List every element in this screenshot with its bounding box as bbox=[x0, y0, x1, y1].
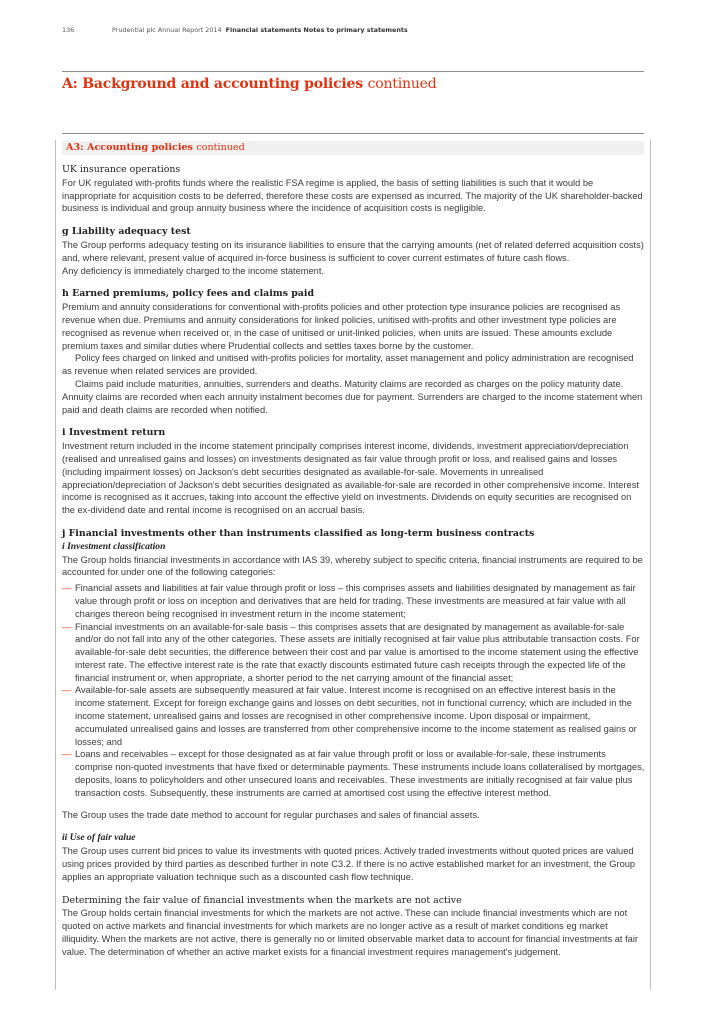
paragraph: Claims paid include maturities, annuities, surrenders and deaths. Maturity claims are recorded as charges on the policy maturity date. Annuity claims are recorded when each annuity instalment becomes due for payment. Surrenders are charged to the income statement when paid and death claims are recorded when notified. bbox=[62, 378, 643, 415]
section-title bbox=[62, 76, 436, 92]
right-margin-line bbox=[650, 140, 651, 990]
h-heading: h Earned premiums, policy fees and claims paid bbox=[62, 288, 314, 300]
j-heading: j Financial investments other than instruments classified as long-term business contracts bbox=[62, 527, 535, 539]
section-divider bbox=[62, 133, 644, 134]
fv-heading: Determining the fair value of financial investments when the markets are not active bbox=[62, 894, 462, 906]
left-margin-line bbox=[55, 140, 56, 990]
paragraph: The Group uses current bid prices to value its investments with quoted prices. Actively traded investments without quoted prices are valued using prices provided by third parties as described further in note C3.2. If there is no active established market for an investment, the Group applies an appropriate valuation technique such as a discounted cash flow technique. bbox=[62, 846, 636, 882]
list-item: — Financial investments on an available-for-sale basis – this comprises assets that are designated by management as available-for-sale and/or do not fall into any of the other categories. These assets are initially recognised at fair value plus attributable transaction costs. For available-for-sale debt securities, the difference between their cost and par value is amortised to the income statement using the effective interest rate. The effective interest rate is the rate that exactly discounts estimated future cash receipts through the expected life of the financial instrument or, when appropriate, a shorter period to the net carrying amount of the financial asset; bbox=[62, 621, 645, 685]
paragraph: Policy fees charged on linked and unitised with-profits policies for mortality, asset management and policy administration are recognised as revenue when related services are provided. bbox=[62, 353, 634, 377]
paragraph: The Group holds financial investments in accordance with IAS 39, whereby subject to specific criteria, financial instruments are required to be accounted for under one of the following categories: bbox=[62, 554, 643, 578]
page-header bbox=[62, 26, 408, 34]
subsection-title-text: A3: Accounting policies bbox=[66, 142, 193, 153]
header-section: Financial statements Notes to primary statements bbox=[225, 26, 408, 34]
paragraph: Premium and annuity considerations for conventional with-profits policies and other protection type insurance policies are recognised as revenue when due. Premiums and annuity considerations for linked policies, unitised with-profits and other investment type policies are recognised as revenue when received or, in the case of unitised or unit-linked policies, when units are issued. These amounts exclude premium taxes and similar duties where Prudential collects and settles taxes borne by the customer. bbox=[62, 302, 621, 351]
paragraph: Any deficiency is immediately charged to the income statement. bbox=[62, 265, 324, 276]
section-title-text: A: Background and accounting policies bbox=[62, 76, 363, 92]
j-i-heading: i Investment classification bbox=[62, 540, 166, 552]
j-ii-heading: ii Use of fair value bbox=[62, 832, 136, 844]
paragraph: Investment return included in the income statement principally comprises interest income, dividends, investment appreciation/depreciation (realised and unrealised gains and losses) on investments designated as fair value through profit or loss, and realised gains and losses (including impairment losses) on Jackson's debt securities designated as available-for-sale. Movements in unrealised appreciation/depreciation of Jackson's debt securities designated as available-for-sale are recorded in other comprehensive income. Interest income is recognised as it accrues, taking into account the effective yield on investments. Dividends on equity securities are recognised on the ex-dividend date and rental income is recognised on an accrual basis. bbox=[62, 441, 639, 516]
page-number: 136 bbox=[62, 26, 75, 34]
list-item: — Available-for-sale assets are subsequently measured at fair value. Interest income is recognised on an effective interest basis in the income statement. Except for foreign exchange gains and losses on debt securities, not in functional currency, which are included in the income statement, unrealised gains and losses are recognised in other comprehensive income. Upon disposal or impairment, accumulated unrealised gains and losses are transferred from other comprehensive income to the income statement as realised gains or losses; and bbox=[62, 684, 645, 748]
paragraph: For UK regulated with-profits funds where the realistic FSA regime is applied, the basis of setting liabilities is such that it would be inappropriate for acquisition costs to be deferred, therefore these costs are expensed as incurred. The majority of the UK shareholder-backed business is individual and group annuity business where the incidence of acquisition costs is negligible. bbox=[62, 177, 643, 214]
subsection-title bbox=[66, 142, 245, 153]
paragraph: The Group performs adequacy testing on its insurance liabilities to ensure that the carrying amounts (net of related deferred acquisition costs) and, where relevant, present value of acquired in-force business is sufficient to cover current estimates of future cash flows. bbox=[62, 239, 644, 263]
i-heading: i Investment return bbox=[62, 427, 166, 439]
body-content bbox=[62, 164, 645, 959]
section-continued: continued bbox=[367, 76, 437, 92]
paragraph: The Group holds certain financial investments for which the markets are not active. These can include financial investments which are not quoted on active markets and financial investments for which markets are no longer active as a result of market conditions eg market illiquidity. When the markets are not active, there is generally no or limited observable market data to account for financial investments at fair value. The determination of whether an active market exists for a financial investment requires management's judgement. bbox=[62, 908, 638, 957]
g-heading: g Liability adequacy test bbox=[62, 226, 191, 238]
uk-heading: UK insurance operations bbox=[62, 164, 181, 175]
paragraph: The Group uses the trade date method to account for regular purchases and sales of financial assets. bbox=[62, 809, 480, 820]
classification-list bbox=[62, 582, 645, 800]
list-item: — Loans and receivables – except for those designated as at fair value through profit or loss or available-for-sale, these instruments comprise non-quoted investments that have fixed or determinable payments. These instruments include loans collateralised by mortgages, deposits, loans to policyholders and other unsecured loans and receivables. These investments are initially recognised at fair value plus transaction costs. Subsequently, these instruments are carried at amortised cost using the effective interest method. bbox=[62, 748, 645, 799]
subsection-continued: continued bbox=[196, 142, 245, 153]
list-item: — Financial assets and liabilities at fair value through profit or loss – this comprises assets and liabilities designated by management as fair value through profit or loss on inception and derivatives that are held for trading. These investments are measured at fair value with all changes thereon being recognised in investment return in the income statement; bbox=[62, 582, 645, 620]
publication-name: Prudential plc Annual Report 2014 bbox=[112, 26, 222, 34]
top-divider bbox=[62, 71, 644, 72]
